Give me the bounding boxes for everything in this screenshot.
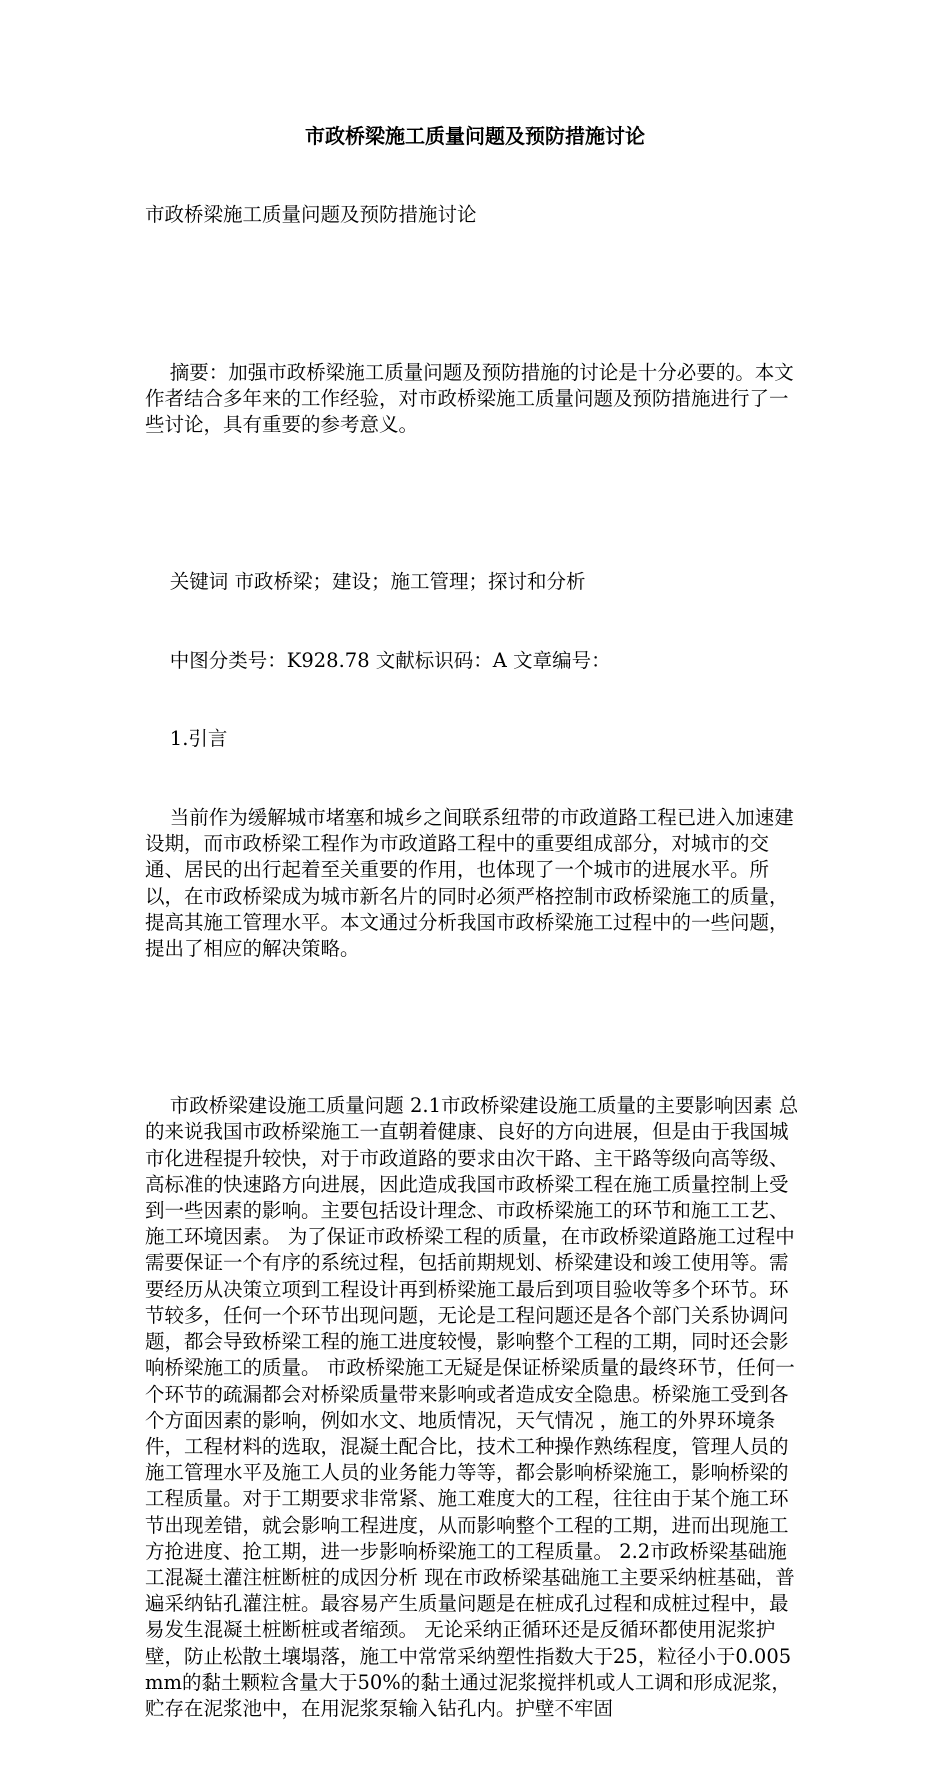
classification-line: 中图分类号：K928.78 文献标识码：A 文章编号： — [145, 648, 611, 672]
document-subtitle: 市政桥梁施工质量问题及预防措施讨论 — [145, 203, 477, 227]
document-title: 市政桥梁施工质量问题及预防措施讨论 — [305, 124, 645, 148]
document-body — [145, 150, 805, 1775]
section-heading-intro: 1.引言 — [145, 727, 228, 751]
main-paragraph: 市政桥梁建设施工质量问题 2.1市政桥梁建设施工质量的主要影响因素 总的来说我国市政桥梁施工一直朝着健康、良好的方向进展，但是由于我国城市化进程提升较快，对于市政道路的要求由次干路、主干路等级向高等级、高标准的快速路方向进展，因此造成我国市政桥梁工程在施工质量控制上受到一些因素的影响。主要包括设计理念、市政桥梁施工的环节和施工工艺、施工环境因素。 为了保证市政桥梁工程的质量，在市政桥梁道路施工过程中需要保证一个有序的系统过程，包括前期规划、桥梁建设和竣工使用等。需要经历从决策立项到工程设计再到桥梁施工最后到项目验收等多个环节。环节较多，任何一个环节出现问题，无论是工程问题还是各个部门关系协调问题，都会导致桥梁工程的施工进度较慢，影响整个工程的工期，同时还会影响桥梁施工的质量。 市政桥梁施工无疑是保证桥梁质量的最终环节，任何一个环节的疏漏都会对桥梁质量带来影响或者造成安全隐患。桥梁施工受到各个方面因素的影响，例如水文、地质情况，天气情况 ，施工的外界环境条件，工程材料的选取，混凝土配合比，技术工种操作熟练程度，管理人员的施工管理水平及施工人员的业务能力等等，都会影响桥梁施工，影响桥梁的工程质量。对于工期要求非常紧、施工难度大的工程，往往由于某个施工环节出现差错，就会影响工程进度，从而影响整个工程的工期，进而出现施工方抢进度、抢工期，进一步影响桥梁施工的工程质量。 2.2市政桥梁基础施工混凝土灌注桩断桩的成因分析 现在市政桥梁基础施工主要采纳桩基础，普遍采纳钻孔灌注桩。最容易产生质量问题是在桩成孔过程和成桩过程中，最易发生混凝土桩断桩或者缩颈。 无论采纳正循环还是反循环都使用泥浆护壁，防止松散土壤塌落，施工中常常采纳塑性指数大于25，粒径小于0.005mm的黏土颗粒含量大于50%的黏土通过泥浆搅拌机或人工调和形成泥浆，贮存在泥浆池中，在用泥浆泵输入钻孔内。护壁不牢固 — [145, 1094, 799, 1720]
blank-line — [145, 1015, 805, 1041]
blank-line — [145, 491, 805, 517]
abstract-paragraph: 摘要：加强市政桥梁施工质量问题及预防措施的讨论是十分必要的。本文作者结合多年来的工作经验，对市政桥梁施工质量问题及预防措施进行了一些讨论，具有重要的参考意义。 — [145, 360, 794, 437]
keywords-line: 关键词 市政桥梁；建设；施工管理；探讨和分析 — [145, 570, 586, 594]
blank-line — [145, 281, 805, 307]
intro-paragraph: 当前作为缓解城市堵塞和城乡之间联系纽带的市政道路工程已进入加速建设期，而市政桥梁工程作为市政道路工程中的重要组成部分，对城市的交通、居民的出行起着至关重要的作用，也体现了一个城市的进展水平。所以，在市政桥梁成为城市新名片的同时必须严格控制市政桥梁施工的质量，提高其施工管理水平。本文通过分析我国市政桥梁施工过程中的一些问题，提出了相应的解决策略。 — [145, 806, 794, 961]
